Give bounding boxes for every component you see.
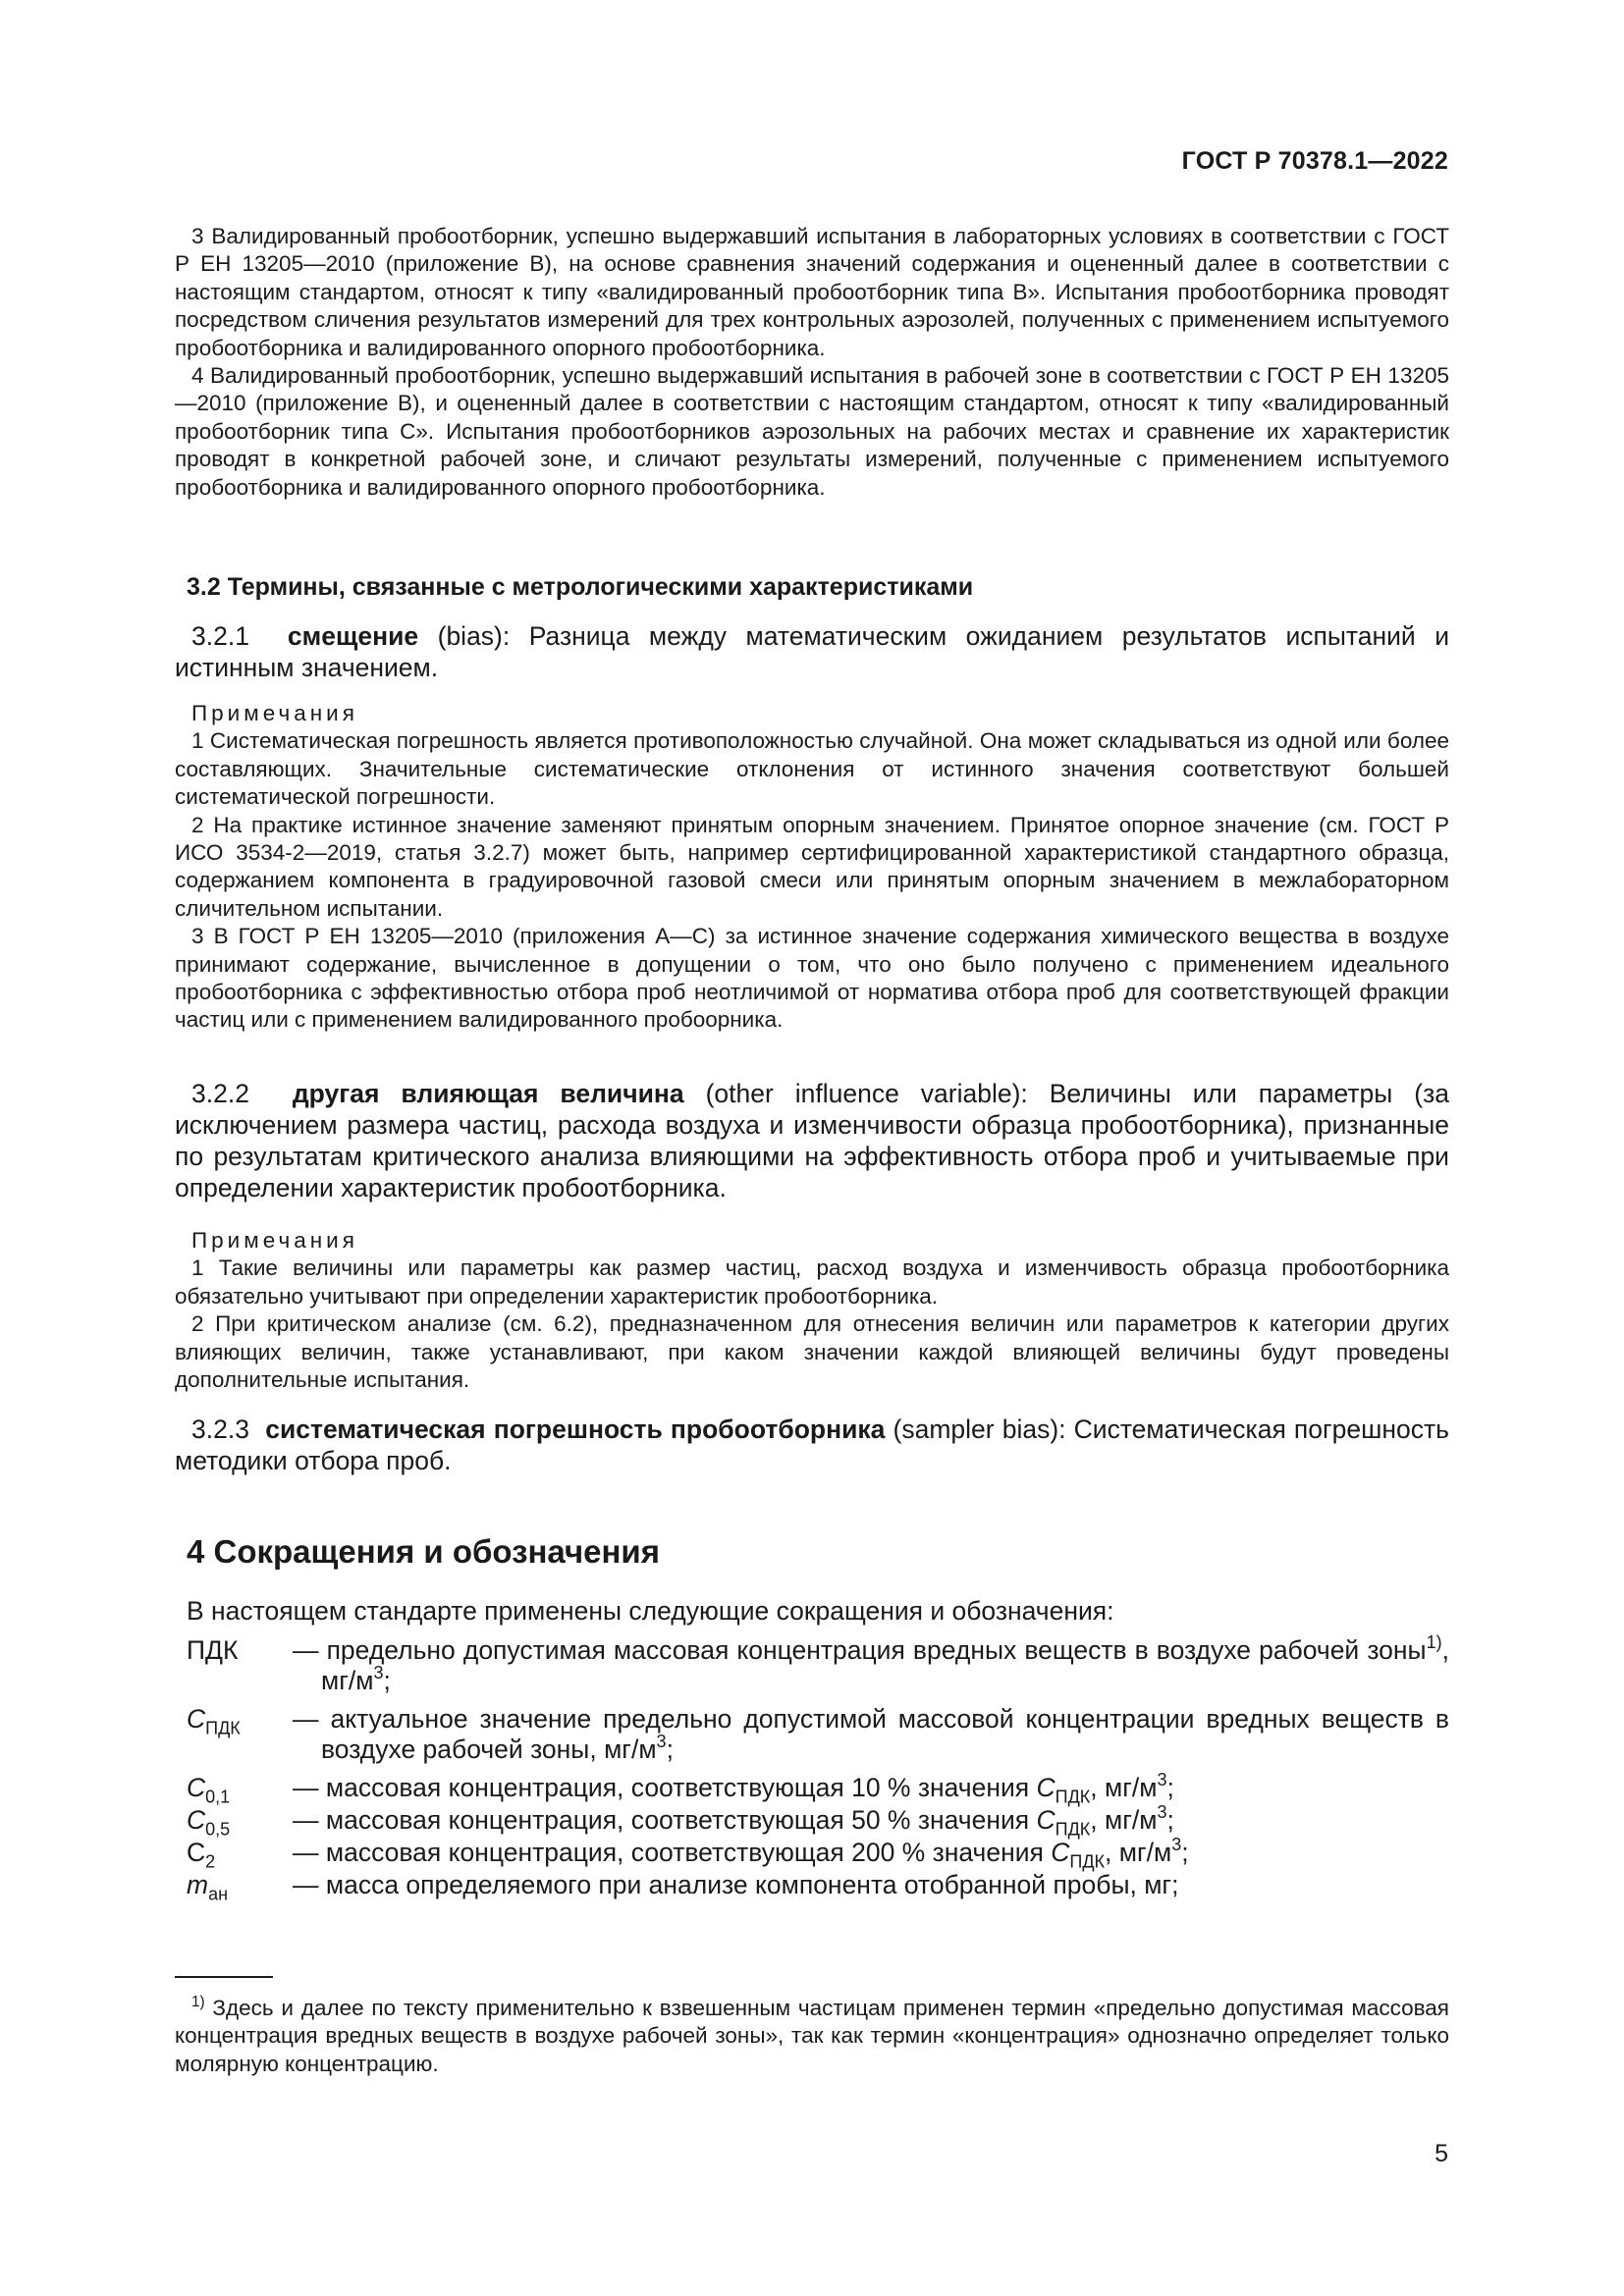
term-name: другая влияющая величина: [292, 1079, 684, 1108]
abbreviation-definition: — масса определяемого при анализе компонента отобранной пробы, мг;: [293, 1870, 1179, 1899]
note-paragraph: 4 Валидированный пробоотборник, успешно выдержавший испытания в рабочей зоне в соответствии с ГОСТ Р ЕН 13205—2010 (приложение В), и оцененный далее в соответствии с настоящим стандартом, относят к типу «валидированный пробоотборник типа С». Испытания пробоотборников аэрозольных на рабочих местах и сравнение их характеристик проводят в конкретной рабочей зоне, и сличают результаты измерений, полученные с применением испытуемого пробоотборника и валидированного опорного пробоотборника.: [175, 363, 1449, 500]
note-paragraph: 1 Такие величины или параметры как размер частиц, расход воздуха и изменчивость образца пробоотборника обязательно учитывают при определении характеристик пробоотборника.: [175, 1255, 1449, 1308]
abbreviation-row: [187, 1802, 1449, 1840]
footnote-text: Здесь и далее по тексту применительно к взвешенным частицам применен термин «предельно допустимая массовая концентрация вредных веществ в воздухе рабочей зоны», так как термин «концентрация» однозначно определяет только молярную концентрацию.: [175, 1996, 1449, 2076]
section-heading-3-2: 3.2 Термины, связанные с метрологическими характеристиками: [187, 573, 974, 601]
term-definition: (other influence variable): Величины или параметры (за исключением размера частиц, расхода воздуха и изменчивости образца пробоотборника), признанные по результатам критического анализа влияющими на эффективность отбора проб и учитываемые при определении характеристик пробоотборника.: [175, 1079, 1449, 1202]
abbreviation-definition: — массовая концентрация, соответствующая 200 % значения $C_{ПДК}$, $мг/м^3$;: [293, 1835, 1189, 1872]
footnote-mark: 1): [191, 1993, 205, 2010]
term-3-2-2: [175, 1078, 1449, 1203]
footnote: [175, 1995, 1449, 2078]
term-number: 3.2.3: [191, 1415, 249, 1444]
abbreviation-row: [187, 1704, 1449, 1765]
term-number: 3.2.1: [191, 621, 249, 651]
note-paragraph: 3 В ГОСТ Р ЕН 13205—2010 (приложения А—С) за истинное значение содержания химического вещества в воздухе принимают содержание, вычисленное в допущении о том, что оно было получено с применением идеального пробоотборника с эффективностью отбора проб неотличимой от норматива отбора проб для соответствующей фракции частиц или с применением валидированного пробоорника.: [175, 924, 1449, 1033]
notes-top: [175, 223, 1449, 502]
abbreviation-definition: — массовая концентрация, соответствующая 10 % значения $C_{ПДК}$, $мг/м^3$;: [293, 1770, 1174, 1807]
section-4-intro: В настоящем стандарте применены следующие сокращения и обозначения:: [187, 1596, 1114, 1626]
abbreviation-symbol: $C_{0,1}$: [187, 1773, 231, 1807]
abbreviation-symbol: $C_{ПДК}$: [187, 1704, 241, 1738]
note-paragraph: 3 Валидированный пробоотборник, успешно выдержавший испытания в лабораторных условиях в соответствии с ГОСТ Р ЕН 13205—2010 (приложение В), на основе сравнения значений содержания и оцененный далее в соответствии с настоящим стандартом, относят к типу «валидированный пробоотборник типа В». Испытания пробоотборника проводят посредством сличения результатов измерений для трех контрольных аэрозолей, полученных с применением испытуемого пробоотборника и валидированного опорного пробоотборника.: [175, 224, 1449, 360]
term-definition: (sampler bias): Систематическая погрешность методики отбора проб.: [175, 1415, 1449, 1475]
abbreviation-row: [187, 1770, 1449, 1807]
term-3-2-3: [175, 1414, 1449, 1476]
document-id-header: ГОСТ Р 70378.1—2022: [1181, 147, 1448, 175]
abbreviation-symbol: $C_{0,5}$: [187, 1805, 231, 1840]
page-number: 5: [1435, 2140, 1448, 2167]
term-number: 3.2.2: [191, 1079, 249, 1108]
abbreviation-row: [187, 1835, 1449, 1872]
abbreviation-definition: — массовая концентрация, соответствующая 50 % значения $C_{ПДК}$, $мг/м^3$;: [293, 1802, 1174, 1840]
abbreviation-row: [187, 1632, 1449, 1696]
notes-label: Примечания: [191, 701, 358, 725]
term-name: систематическая погрешность пробоотборника: [265, 1415, 886, 1444]
abbreviations-list: [175, 1632, 1449, 1904]
term-definition: (bias): Разница между математическим ожиданием результатов испытаний и истинным значением.: [175, 621, 1449, 682]
note-paragraph: 2 На практике истинное значение заменяют принятым опорным значением. Принятое опорное значение (см. ГОСТ Р ИСО 3534-2—2019, статья 3.2.7) может быть, например сертифицированной характеристикой стандартного образца, содержанием компонента в градуировочной газовой смеси или принятым опорным значением в межлабораторном сличительном испытании.: [175, 812, 1449, 921]
term-name: смещение: [287, 621, 419, 651]
abbreviation-definition: — актуальное значение предельно допустимой массовой концентрации вредных веществ в воздухе рабочей зоны, $мг/м^3$;: [293, 1704, 1449, 1764]
section-heading-4: 4 Сокращения и обозначения: [187, 1533, 660, 1570]
abbreviation-definition: — предельно допустимая массовая концентрация вредных веществ в воздухе рабочей зоны$^{1)}$, $мг/м^3$;: [293, 1632, 1449, 1695]
notes-label: Примечания: [191, 1228, 358, 1253]
abbreviation-symbol: $C_2$: [187, 1838, 216, 1872]
abbreviation-row: [187, 1870, 1449, 1904]
notes-3-2-1: [175, 700, 1449, 1035]
abbreviation-symbol: ПДК: [187, 1635, 239, 1665]
note-paragraph: 2 При критическом анализе (см. 6.2), предназначенном для отнесения величин или параметров к категории других влияющих величин, также устанавливают, при каком значении каждой влияющей величины будут проведены дополнительные испытания.: [175, 1311, 1449, 1393]
term-3-2-1: [175, 620, 1449, 683]
note-paragraph: 1 Систематическая погрешность является противоположностью случайной. Она может складываться из одной или более составляющих. Значительные систематические отклонения от истинного значения соответствуют большей систематической погрешности.: [175, 728, 1449, 810]
footnote-divider: [175, 1976, 273, 1978]
notes-3-2-2: [175, 1227, 1449, 1394]
abbreviation-symbol: $m_{ан}$: [187, 1870, 229, 1904]
